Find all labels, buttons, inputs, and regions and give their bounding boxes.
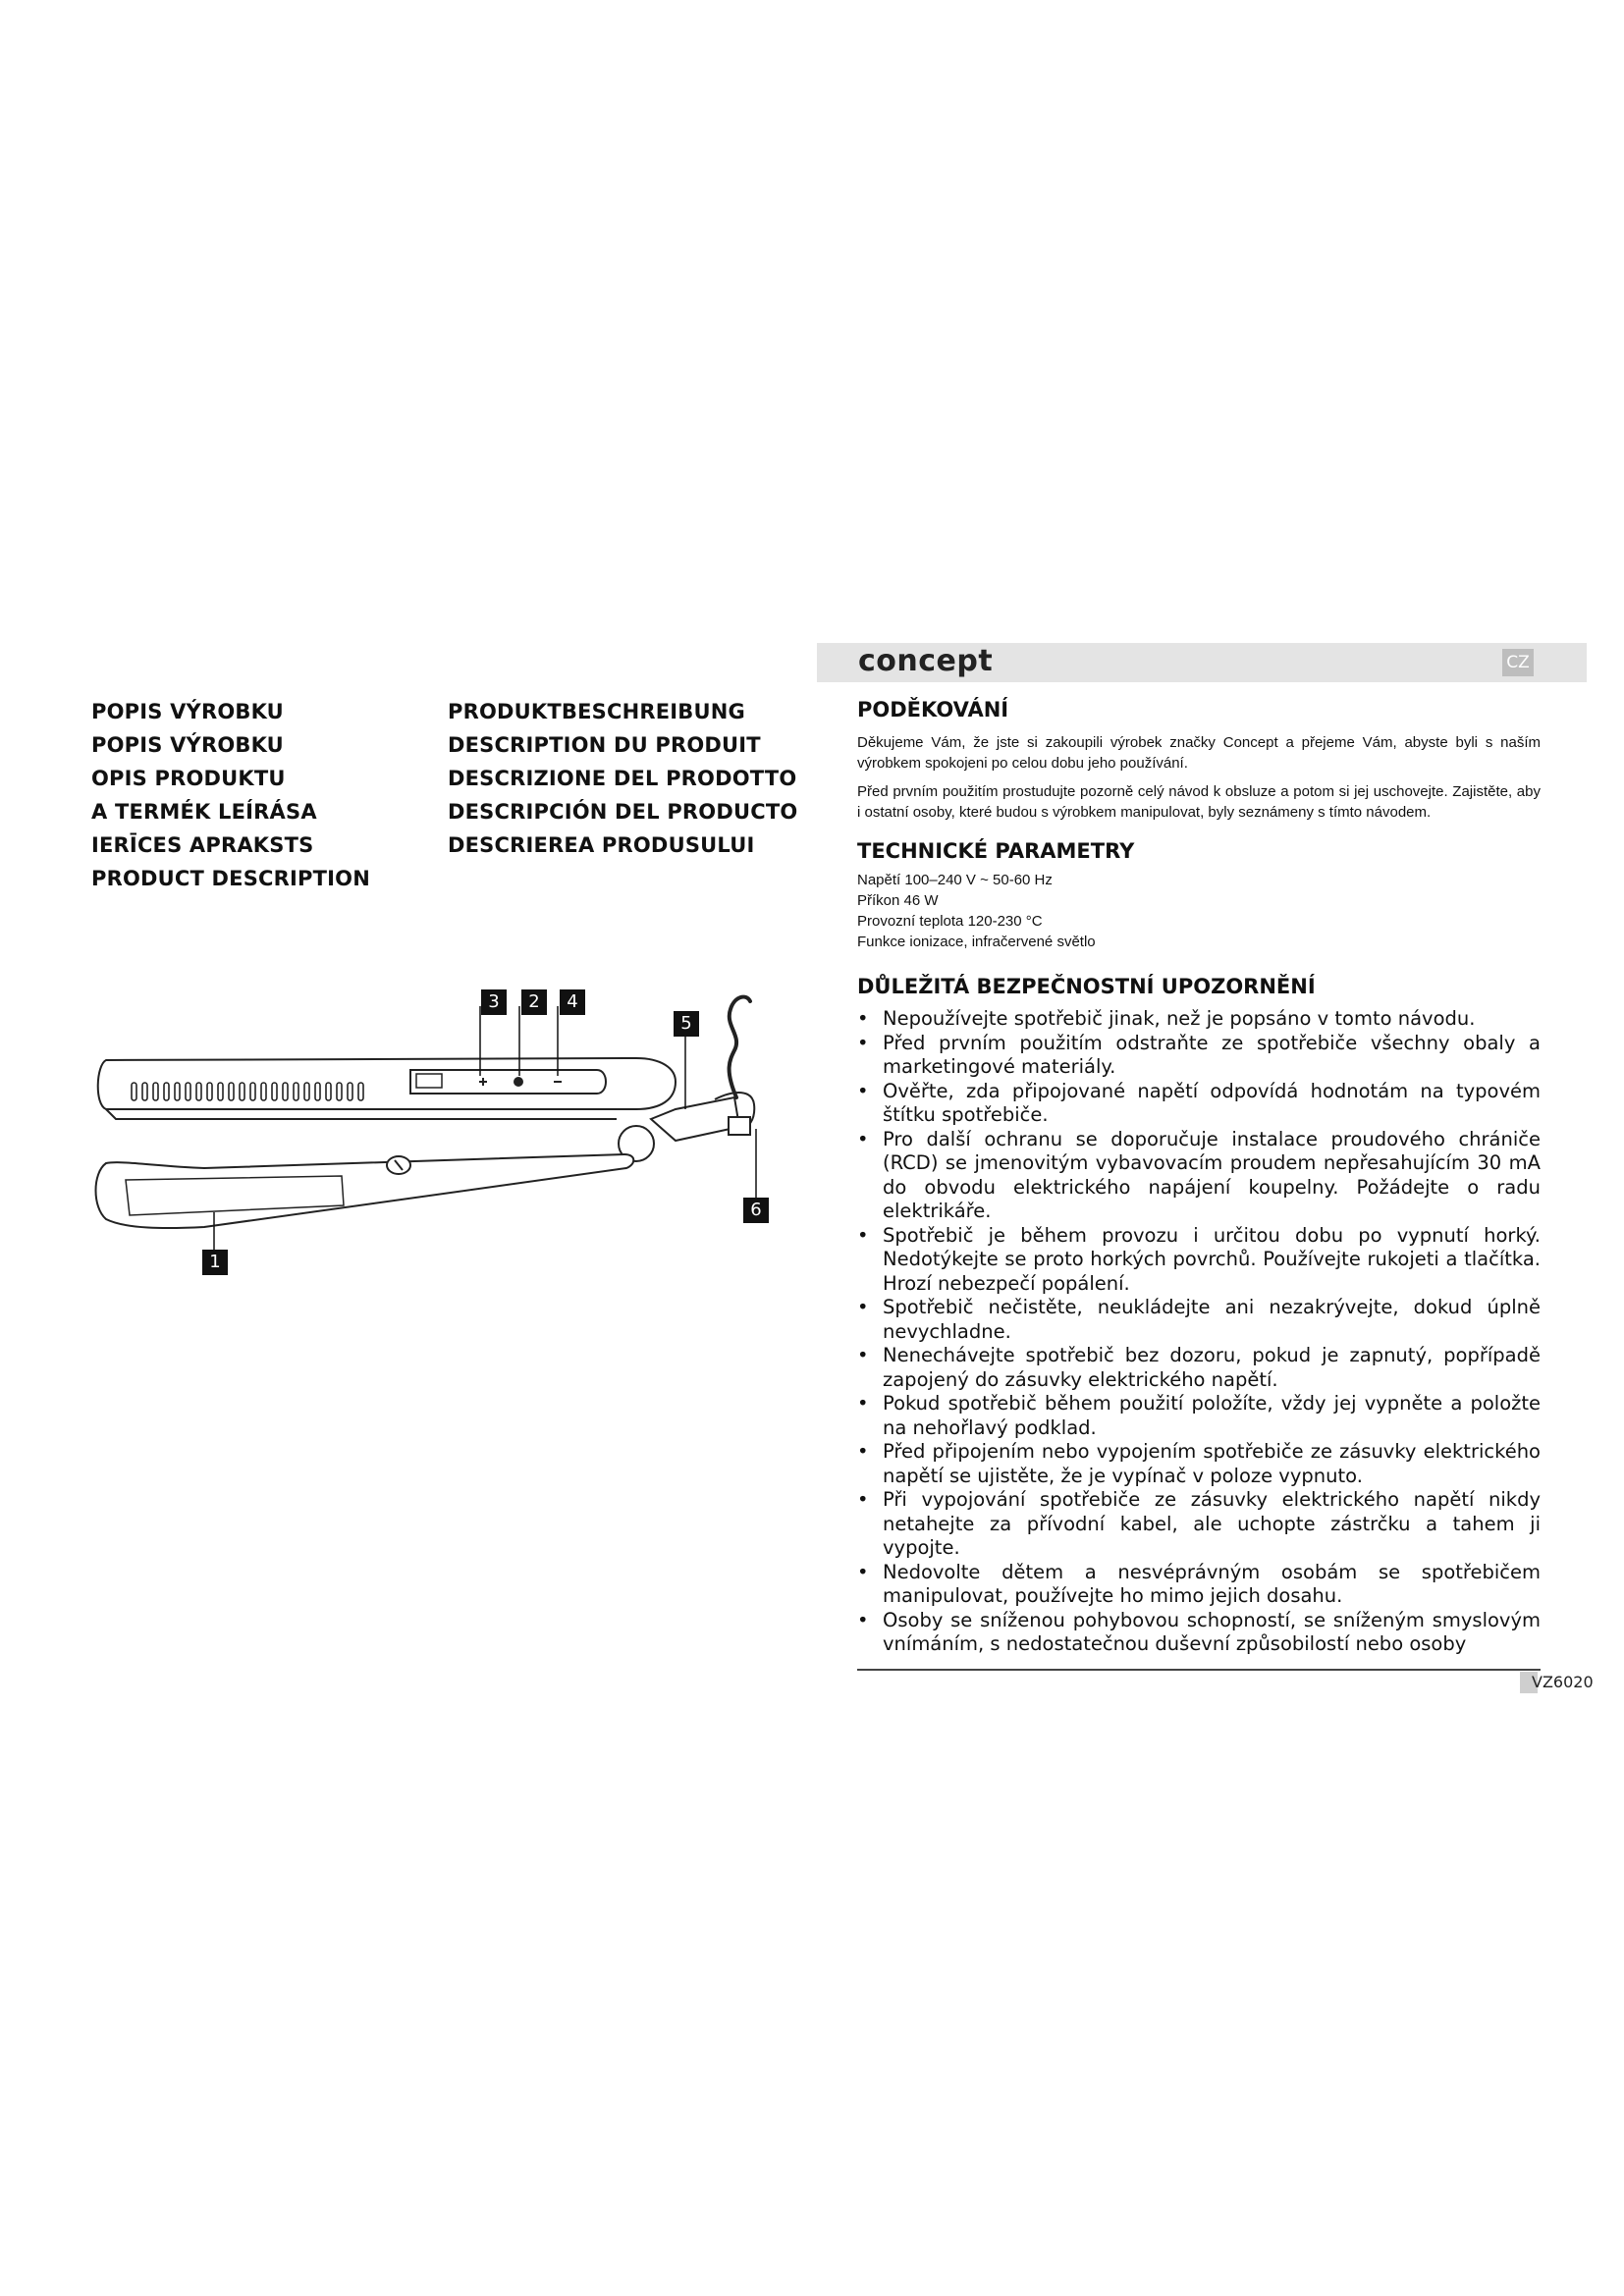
callout-4: 4 <box>560 989 585 1015</box>
list-item: • Nenechávejte spotřebič bez dozoru, pokud je zapnutý, popřípadě zapojený do zásuvky elektrického napětí. <box>857 1344 1541 1392</box>
technical-parameters-title: TECHNICKÉ PARAMETRY <box>857 839 1135 863</box>
list-item: • Nepoužívejte spotřebič jinak, než je popsáno v tomto návodu. <box>857 1007 1541 1032</box>
model-code: VZ6020 <box>1532 1673 1594 1691</box>
spec-functions: Funkce ionizace, infračervené světlo <box>857 934 1096 950</box>
list-item: • Před připojením nebo vypojením spotřebiče ze zásuvky elektrického napětí se ujistěte, že je vypínač v poloze vypnuto. <box>857 1440 1541 1488</box>
heading-de: PRODUKTBESCHREIBUNG <box>448 700 745 723</box>
heading-ro: DESCRIEREA PRODUSULUI <box>448 833 755 857</box>
manual-content <box>857 695 1541 1657</box>
description-headings-col-b <box>448 695 797 862</box>
list-item: • Ověřte, zda připojované napětí odpovídá hodnotám na typovém štítku spotřebiče. <box>857 1080 1541 1128</box>
heading-hu: A TERMÉK LEÍRÁSA <box>91 800 317 824</box>
technical-parameters-section <box>857 836 1541 952</box>
heading-en: PRODUCT DESCRIPTION <box>91 867 370 890</box>
thanks-paragraph-2: Před prvním použitím prostudujte pozorně celý návod k obsluze a potom si jej uschovejte. Zajistěte, aby i ostatní osoby, které budou s výrobkem manipulovat, byly seznámeny s tímto návodem. <box>857 783 1541 821</box>
heading-pl: OPIS PRODUKTU <box>91 767 286 790</box>
list-item: • Spotřebič je během provozu i určitou dobu po vypnutí horký. Nedotýkejte se proto horkých povrchů. Používejte rukojeti a tlačítka. Hrozí nebezpečí popálení. <box>857 1224 1541 1297</box>
brand-logo: concept <box>858 644 994 678</box>
product-illustration <box>86 972 793 1296</box>
callout-5: 5 <box>674 1011 699 1037</box>
list-item: • Pokud spotřebič během použití položíte, vždy jej vypněte a položte na nehořlavý podklad. <box>857 1392 1541 1440</box>
thanks-section <box>857 695 1541 823</box>
thanks-paragraph-1: Děkujeme Vám, že jste si zakoupili výrobek značky Concept a přejeme Vám, abyste byli s naším výrobkem spokojeni po celou dobu jeho používání. <box>857 734 1541 772</box>
callout-6: 6 <box>743 1198 769 1223</box>
heading-it: DESCRIZIONE DEL PRODOTTO <box>448 767 797 790</box>
list-item: • Osoby se sníženou pohybovou schopností, se sníženým smyslovým vnímáním, s nedostatečnou duševní způsobilostí nebo osoby <box>857 1609 1541 1657</box>
list-item: • Pro další ochranu se doporučuje instalace proudového chrániče (RCD) se jmenovitým vybavovacím proudem nepřesahujícím 30 mA do obvodu elektrického napájení koupelny. Požádejte o radu elektrikáře. <box>857 1128 1541 1224</box>
list-item: • Před prvním použitím odstraňte ze spotřebiče všechny obaly a marketingové materiály. <box>857 1032 1541 1080</box>
spec-voltage: Napětí 100–240 V ~ 50-60 Hz <box>857 872 1053 888</box>
safety-section <box>857 972 1541 1657</box>
language-badge: CZ <box>1502 649 1534 676</box>
callout-1: 1 <box>202 1250 228 1275</box>
spec-temperature: Provozní teplota 120-230 °C <box>857 913 1043 930</box>
list-item: • Nedovolte dětem a nesvéprávným osobám se spotřebičem manipulovat, používejte ho mimo jejich dosahu. <box>857 1561 1541 1609</box>
safety-title: DŮLEŽITÁ BEZPEČNOSTNÍ UPOZORNĚNÍ <box>857 975 1316 998</box>
heading-fr: DESCRIPTION DU PRODUIT <box>448 733 761 757</box>
spec-power: Příkon 46 W <box>857 892 939 909</box>
heading-lv: IERĪCES APRAKSTS <box>91 833 314 857</box>
heading-cz: POPIS VÝROBKU <box>91 700 284 723</box>
callout-3: 3 <box>481 989 507 1015</box>
heading-es: DESCRIPCIÓN DEL PRODUCTO <box>448 800 798 824</box>
callout-2: 2 <box>521 989 547 1015</box>
list-item: • Při vypojování spotřebiče ze zásuvky elektrického napětí nikdy netahejte za přívodní kabel, ale uchopte zástrčku a tahem ji vypojte. <box>857 1488 1541 1561</box>
description-headings-col-a <box>91 695 370 895</box>
footer-divider <box>857 1669 1541 1671</box>
list-item: • Spotřebič nečistěte, neukládejte ani nezakrývejte, dokud úplně nevychladne. <box>857 1296 1541 1344</box>
safety-list <box>857 1007 1541 1657</box>
thanks-title: PODĚKOVÁNÍ <box>857 698 1009 721</box>
heading-sk: POPIS VÝROBKU <box>91 733 284 757</box>
header-bar <box>817 643 1587 682</box>
